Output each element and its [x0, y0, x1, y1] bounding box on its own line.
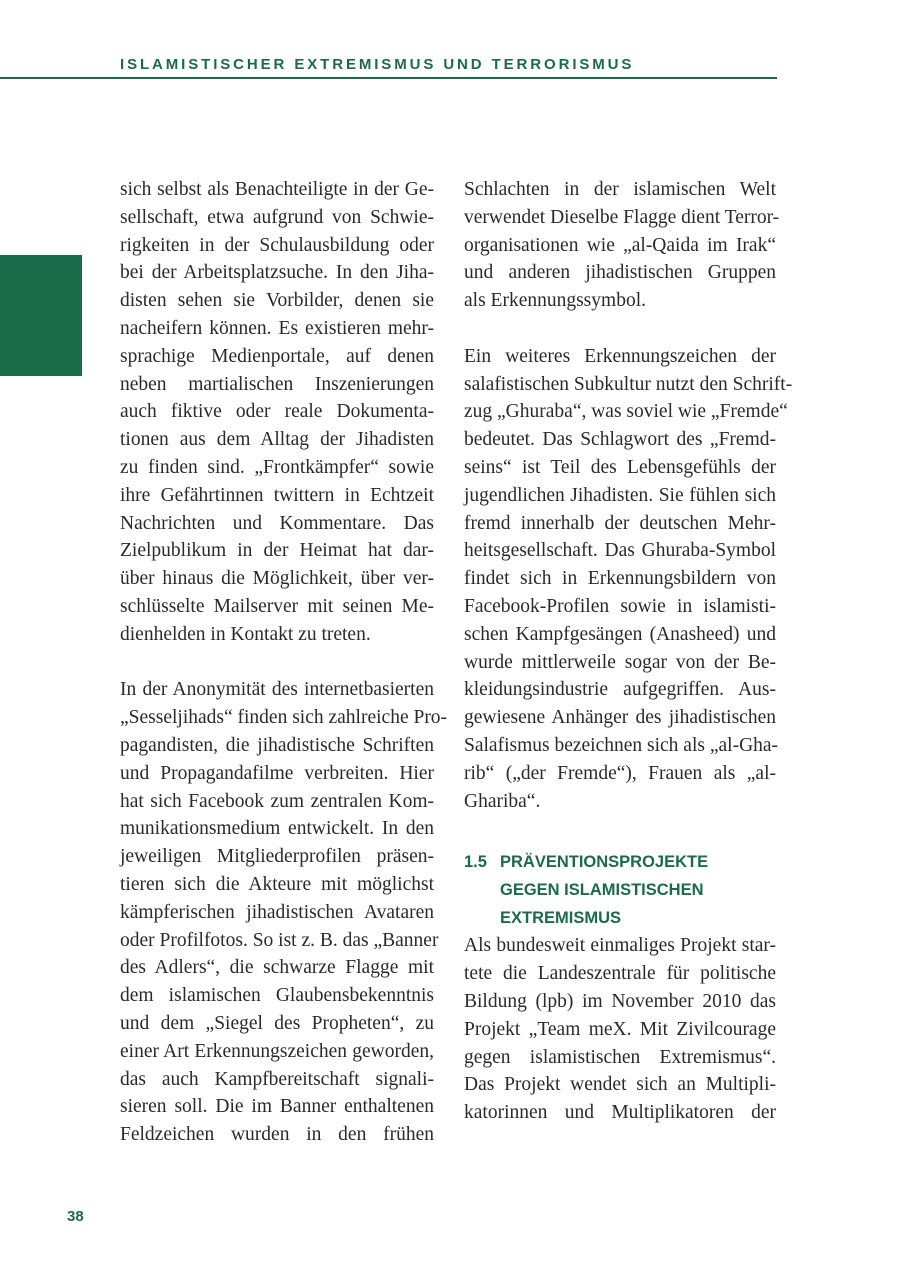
text-line: ihre Gefährtinnen twittern in Echtzeit	[120, 484, 434, 506]
left-column	[120, 176, 448, 1149]
text-line: findet sich in Erkennungsbildern von	[464, 568, 776, 590]
text-line: gegen islamistischen Extremismus“.	[464, 1046, 776, 1068]
running-header-title: ISLAMISTISCHER EXTREMISMUS UND TERRORISMUS	[120, 56, 635, 73]
text-line: Nachrichten und Kommentare. Das	[120, 512, 434, 534]
paragraph	[464, 343, 793, 816]
text-line: salafistischen Subkultur nutzt den Schrift-	[464, 373, 793, 395]
text-line: und anderen jihadistischen Gruppen	[464, 262, 776, 284]
paragraph	[120, 676, 448, 1149]
section-heading-line: EXTREMISMUS	[500, 909, 622, 928]
text-line: nacheifern können. Es existieren mehr-	[120, 317, 434, 339]
text-line: sieren soll. Die im Banner enthaltenen	[120, 1096, 434, 1118]
paragraph	[120, 176, 434, 649]
text-line: dem islamischen Glaubensbekenntnis	[120, 985, 434, 1007]
chapter-side-tab	[0, 255, 82, 376]
text-line: sich selbst als Benachteiligte in der Ge-	[120, 179, 434, 200]
text-line: kleidungsindustrie aufgegriffen. Aus-	[464, 679, 776, 701]
text-line: oder Profilfotos. So ist z. B. das „Banner	[120, 929, 439, 951]
text-line: seins“ ist Teil des Lebensgefühls der	[464, 456, 776, 478]
text-line: schlüsselte Mailserver mit seinen Me-	[120, 595, 434, 617]
text-line: verwendet Dieselbe Flagge dient Terror-	[464, 206, 780, 228]
text-line: zu finden sind. „Frontkämpfer“ sowie	[120, 456, 434, 478]
section-heading-line: PRÄVENTIONSPROJEKTE	[500, 853, 709, 872]
text-line: In der Anonymität des internetbasierten	[120, 679, 434, 701]
text-line: Ein weiteres Erkennungszeichen der	[464, 345, 776, 367]
section-heading	[464, 848, 776, 932]
text-line: bei der Arbeitsplatzsuche. In den Jiha-	[120, 262, 434, 284]
text-line: hat sich Facebook zum zentralen Kom-	[120, 790, 434, 812]
text-line: bedeutet. Das Schlagwort des „Fremd-	[464, 429, 776, 451]
paragraph-spacer	[464, 315, 776, 343]
text-line: „Sesseljihads“ finden sich zahlreiche Pro-	[120, 707, 448, 729]
section-body	[464, 932, 776, 1127]
text-line: katorinnen und Multiplikatoren der	[464, 1102, 776, 1124]
text-line: tete die Landeszentrale für politische	[464, 963, 776, 985]
text-line: rigkeiten in der Schulausbildung oder	[120, 234, 434, 256]
text-line: des Adlers“, die schwarze Flagge mit	[120, 957, 434, 979]
text-line: munikationsmedium entwickelt. In den	[120, 818, 434, 840]
text-line: und Propagandafilme verbreiten. Hier	[120, 762, 434, 784]
text-line: gewiesene Anhänger des jihadistischen	[464, 707, 776, 729]
text-line: Das Projekt wendet sich an Multipli-	[464, 1074, 776, 1096]
text-line: wurde mittlerweile sogar von der Be-	[464, 651, 776, 673]
text-line: tieren sich die Akteure mit möglichst	[120, 873, 434, 895]
text-line: sprachige Medienportale, auf denen	[120, 345, 434, 367]
text-line: pagandisten, die jihadistische Schriften	[120, 734, 434, 756]
text-line: Zielpublikum in der Heimat hat dar-	[120, 540, 434, 562]
page-number: 38	[67, 1208, 84, 1225]
text-line: einer Art Erkennungszeichen geworden,	[120, 1040, 434, 1062]
section-number: 1.5	[464, 853, 487, 872]
text-line: tionen aus dem Alltag der Jihadisten	[120, 429, 434, 451]
paragraph-spacer	[120, 649, 434, 677]
text-line: heitsgesellschaft. Das Ghuraba-Symbol	[464, 540, 776, 562]
text-line: Als bundesweit einmaliges Projekt star-	[464, 935, 776, 957]
text-line: als Erkennungssymbol.	[464, 290, 646, 312]
text-line: Ghariba“.	[464, 790, 541, 812]
text-line: Salafismus bezeichnen sich als „al-Gha-	[464, 734, 779, 756]
right-column	[464, 176, 793, 1127]
text-line: disten sehen sie Vorbilder, denen sie	[120, 290, 434, 312]
text-line: das auch Kampfbereitschaft signali-	[120, 1068, 434, 1090]
text-line: über hinaus die Möglichkeit, über ver-	[120, 568, 434, 590]
text-line: fremd innerhalb der deutschen Mehr-	[464, 512, 776, 534]
header-rule	[0, 77, 777, 79]
paragraph	[464, 176, 780, 315]
text-line: auch fiktive oder reale Dokumenta-	[120, 401, 434, 423]
text-line: sellschaft, etwa aufgrund von Schwie-	[120, 206, 434, 228]
text-line: zug „Ghuraba“, was soviel wie „Fremde“	[464, 401, 788, 423]
text-line: Schlachten in der islamischen Welt	[464, 179, 776, 200]
section-heading-line: GEGEN ISLAMISTISCHEN	[500, 881, 704, 900]
text-line: Projekt „Team meX. Mit Zivilcourage	[464, 1018, 776, 1040]
text-line: organisationen wie „al-Qaida im Irak“	[464, 234, 776, 256]
text-line: Bildung (lpb) im November 2010 das	[464, 990, 776, 1012]
text-line: und dem „Siegel des Propheten“, zu	[120, 1012, 434, 1034]
text-line: jugendlichen Jihadisten. Sie fühlen sich	[464, 484, 776, 506]
text-line: Feldzeichen wurden in den frühen	[120, 1124, 434, 1146]
text-line: schen Kampfgesängen (Anasheed) und	[464, 623, 776, 645]
text-line: kämpferischen jihadistischen Avataren	[120, 901, 434, 923]
text-line: neben martialischen Inszenierungen	[120, 373, 434, 395]
text-line: dienhelden in Kontakt zu treten.	[120, 623, 371, 645]
text-line: Facebook-Profilen sowie in islamisti-	[464, 595, 776, 617]
text-line: jeweiligen Mitgliederprofilen präsen-	[120, 846, 434, 868]
text-line: rib“ („der Fremde“), Frauen als „al-	[464, 762, 776, 784]
